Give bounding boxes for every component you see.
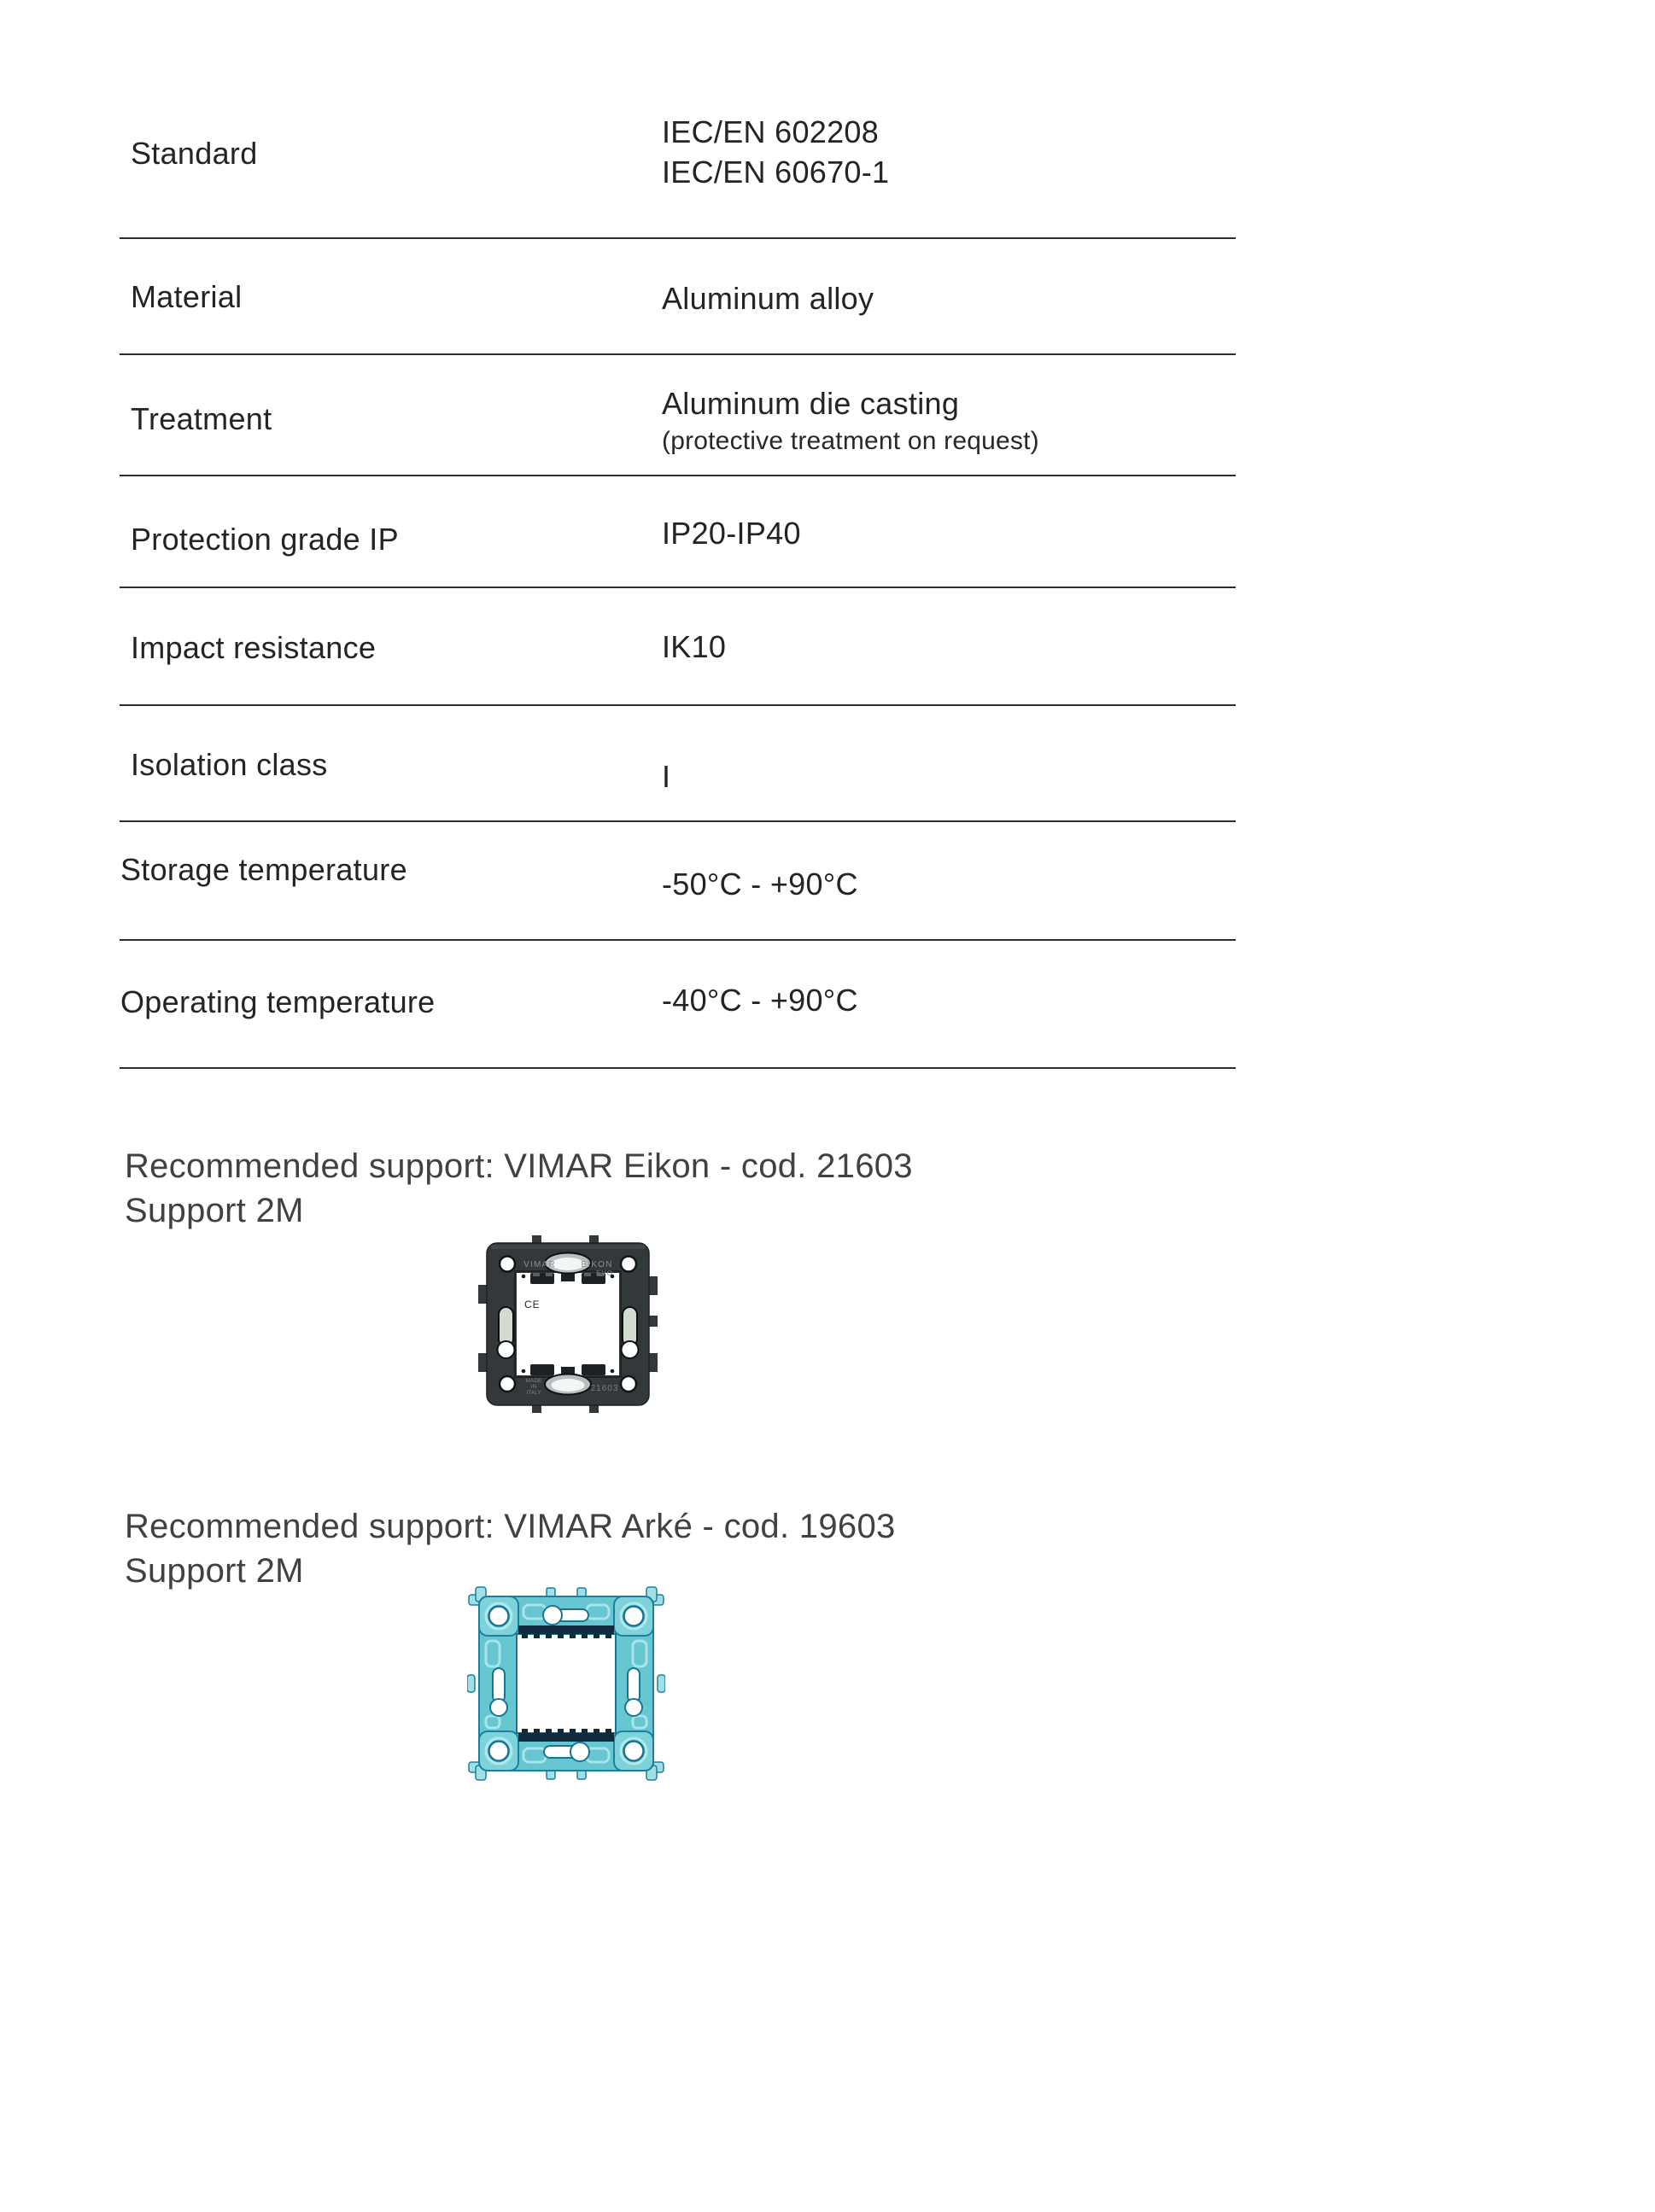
molded-series-variant-text: EVO	[596, 1269, 613, 1277]
keyhole-slot-bottom	[544, 1742, 589, 1761]
spec-value-material: Aluminum alloy	[662, 281, 874, 316]
table-divider	[120, 353, 1236, 355]
support-subtitle-line: Support 2M	[125, 1552, 304, 1590]
spec-value-storage-temperature: -50°C - +90°C	[662, 867, 858, 902]
table-divider	[120, 704, 1236, 706]
frame-highlight	[490, 1245, 646, 1249]
spec-label-standard: Standard	[131, 136, 258, 171]
spec-label-material: Material	[131, 279, 243, 314]
support-title-line: Recommended support: VIMAR Eikon - cod. 21603	[125, 1147, 913, 1185]
table-divider	[120, 237, 1236, 239]
spec-value-standard	[662, 112, 889, 192]
eikon-frame-svg	[476, 1232, 660, 1416]
spec-label-protection-grade: Protection grade IP	[131, 522, 399, 557]
spec-value-treatment-note: (protective treatment on request)	[662, 427, 1039, 455]
keyhole-slot-top	[543, 1606, 588, 1625]
support-heading-arke	[125, 1504, 896, 1593]
keyhole-slot-left	[490, 1668, 507, 1716]
oval-fixing-slot-bottom	[545, 1374, 591, 1395]
made-in-text: IN	[530, 1384, 537, 1390]
support-subtitle-line: Support 2M	[125, 1192, 304, 1229]
spec-value-treatment: Aluminum die casting	[662, 386, 960, 421]
module-opening	[517, 1273, 619, 1375]
table-divider	[120, 1067, 1236, 1069]
spec-label-isolation-class: Isolation class	[131, 747, 328, 782]
made-in-text: ITALY	[526, 1390, 541, 1396]
module-opening	[517, 1634, 616, 1733]
keyhole-slot-right	[625, 1668, 642, 1716]
keyhole-slot-right	[622, 1307, 639, 1358]
spec-value-isolation-class: I	[662, 759, 671, 794]
spec-label-impact-resistance: Impact resistance	[131, 630, 377, 665]
spec-label-treatment: Treatment	[131, 401, 272, 436]
spec-value-line: IEC/EN 602208	[662, 114, 880, 149]
molded-brand-text: VIMAR	[523, 1260, 556, 1269]
ce-mark-text: CE	[524, 1299, 541, 1310]
spec-value-impact-resistance: IK10	[662, 629, 727, 664]
arke-support-frame-image	[467, 1586, 665, 1781]
keyhole-slot-left	[498, 1307, 515, 1358]
eikon-support-frame-image	[476, 1232, 660, 1416]
spec-label-operating-temperature: Operating temperature	[120, 984, 436, 1019]
support-heading-eikon	[125, 1144, 913, 1233]
support-title-line: Recommended support: VIMAR Arké - cod. 19603	[125, 1508, 896, 1545]
spec-value-line: IEC/EN 60670-1	[662, 155, 890, 190]
spec-value-protection-grade: IP20-IP40	[662, 516, 801, 551]
molded-series-text: EIKON	[581, 1260, 613, 1269]
arke-frame-svg	[467, 1586, 665, 1781]
made-in-text: MADE	[525, 1378, 542, 1384]
table-divider	[120, 587, 1236, 588]
spec-label-storage-temperature: Storage temperature	[120, 852, 407, 887]
molded-code-text: 21603	[590, 1384, 619, 1393]
table-divider	[120, 475, 1236, 476]
spec-value-operating-temperature: -40°C - +90°C	[662, 983, 858, 1018]
table-divider	[120, 820, 1236, 822]
table-divider	[120, 939, 1236, 941]
